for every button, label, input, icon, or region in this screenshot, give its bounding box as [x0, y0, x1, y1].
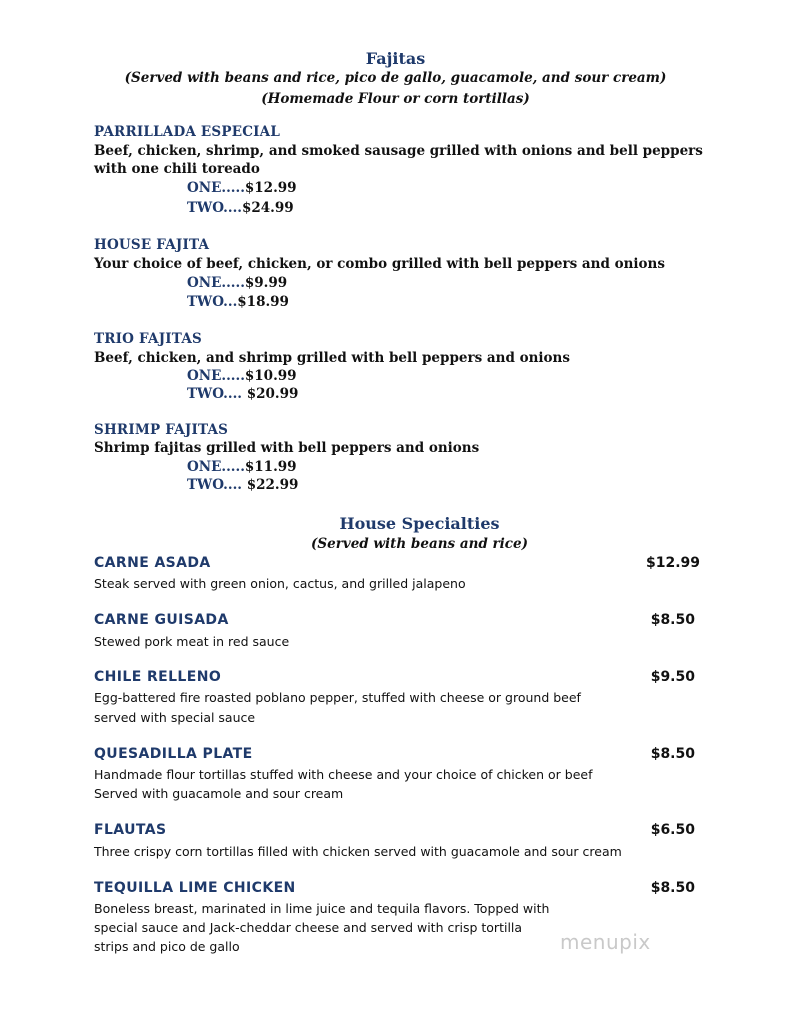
item-description: strips and pico de gallo: [94, 939, 240, 954]
item-price: $8.50: [650, 746, 695, 762]
price-two: TWO.... $22.99: [187, 477, 299, 493]
item-price: $8.50: [650, 880, 695, 896]
specialties-title: House Specialties: [339, 514, 500, 533]
item-price: $9.50: [650, 669, 695, 685]
item-price: $8.50: [650, 612, 695, 628]
price-two: TWO....$24.99: [187, 200, 294, 216]
item-name: HOUSE FAJITA: [94, 237, 210, 253]
item-name: CARNE GUISADA: [94, 612, 229, 628]
price-one: ONE.....$10.99: [187, 368, 297, 384]
item-description: with one chili toreado: [94, 161, 260, 177]
item-name: TEQUILLA LIME CHICKEN: [94, 880, 296, 896]
item-description: Egg-battered fire roasted poblano pepper, stuffed with cheese or ground beef: [94, 690, 581, 705]
item-name: CHILE RELLENO: [94, 669, 222, 685]
fajitas-subtitle: (Served with beans and rice, pico de gallo, guacamole, and sour cream): [124, 70, 667, 86]
item-name: PARRILLADA ESPECIAL: [94, 124, 281, 140]
item-description: served with special sauce: [94, 710, 256, 725]
price-one: ONE.....$9.99: [187, 275, 288, 291]
item-price: $12.99: [645, 555, 700, 571]
price-two: TWO.... $20.99: [187, 386, 299, 402]
item-description: Beef, chicken, and shrimp grilled with bell peppers and onions: [94, 350, 570, 366]
item-description: Beef, chicken, shrimp, and smoked sausage grilled with onions and bell peppers: [94, 143, 703, 159]
item-name: FLAUTAS: [94, 822, 167, 838]
item-description: Served with guacamole and sour cream: [94, 786, 344, 801]
price-one: ONE.....$11.99: [187, 459, 297, 475]
item-name: SHRIMP FAJITAS: [94, 422, 229, 438]
fajitas-title: Fajitas: [365, 49, 426, 68]
item-name: CARNE ASADA: [94, 555, 211, 571]
item-price: $6.50: [650, 822, 695, 838]
price-one: ONE.....$12.99: [187, 180, 297, 196]
item-description: Handmade flour tortillas stuffed with cheese and your choice of chicken or beef: [94, 767, 593, 782]
item-description: Shrimp fajitas grilled with bell peppers and onions: [94, 440, 480, 456]
price-two: TWO...$18.99: [187, 294, 289, 310]
item-description: special sauce and Jack-cheddar cheese and served with crisp tortilla: [94, 920, 523, 935]
item-description: Steak served with green onion, cactus, and grilled jalapeno: [94, 576, 466, 591]
item-name: QUESADILLA PLATE: [94, 746, 253, 762]
item-description: Stewed pork meat in red sauce: [94, 634, 290, 649]
item-description: Boneless breast, marinated in lime juice and tequila flavors. Topped with: [94, 901, 550, 916]
item-name: TRIO FAJITAS: [94, 331, 202, 347]
item-description: Three crispy corn tortillas filled with chicken served with guacamole and sour cream: [94, 844, 622, 859]
fajitas-tortilla-note: (Homemade Flour or corn tortillas): [261, 91, 530, 107]
item-description: Your choice of beef, chicken, or combo grilled with bell peppers and onions: [94, 256, 665, 272]
menupix-watermark: menupix: [560, 930, 651, 954]
specialties-subtitle: (Served with beans and rice): [311, 536, 528, 552]
